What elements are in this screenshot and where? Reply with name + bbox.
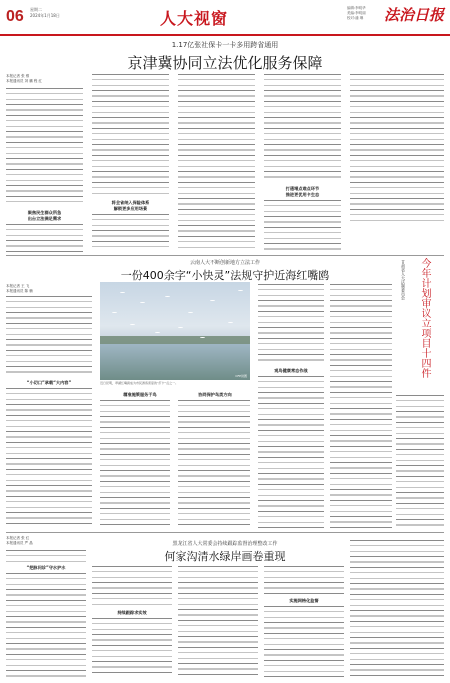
story1-headline: 京津冀协同立法优化服务保障 (127, 54, 323, 72)
sidebar-text (396, 395, 444, 528)
newspaper-logo: 法治日报 (384, 6, 445, 24)
editor-line: 美编:李明丽 (347, 11, 366, 15)
gull-icon (228, 322, 233, 324)
byline-line: 本报通讯员 刘 鹏 程 红 (6, 79, 42, 83)
story3-column-4b (264, 606, 344, 677)
story1-column-4 (264, 74, 341, 182)
story3-column-4 (264, 566, 344, 594)
story2-headline: 一份400余字“小快灵”法规守护近海红嘴鸥 (120, 269, 330, 282)
story1-byline (6, 74, 61, 84)
section-title: 人大视窗 (160, 9, 229, 28)
gull-icon (238, 290, 243, 292)
photo-credit: CFP供图 (235, 374, 247, 378)
story3-byline (6, 536, 66, 546)
story3-column-1b (6, 573, 86, 677)
story3-column-1 (6, 550, 86, 562)
gull-icon (140, 302, 145, 304)
story1-column-2b (92, 214, 169, 252)
editor-line: 编辑:李明华 (347, 6, 366, 10)
story2-column-4 (258, 284, 324, 364)
story1-column-5 (350, 74, 444, 224)
story2-kicker: 云南人大不断创新地方立法工作 (189, 260, 260, 266)
byline-line: 本报通讯员 陈 楠 (6, 289, 33, 293)
story1-subhead: 聚焦民生群众所急 (27, 210, 62, 215)
story1-subhead: 解锁更多应用场景 (113, 206, 148, 211)
gull-icon (188, 312, 193, 314)
story1-column-2 (92, 74, 169, 196)
issue-date (30, 7, 70, 19)
story1-column-4b (264, 200, 341, 252)
date-line: 星期二 (30, 7, 42, 12)
story3-headline: 何家沟清水绿岸画卷重现 (164, 550, 286, 563)
story1-subhead: 将全省纳入保险体系 (111, 200, 150, 205)
photo-water (100, 344, 250, 380)
gull-icon (165, 296, 170, 298)
story2-column-5 (330, 284, 392, 528)
sidebar-kicker: 甘肃省人大法制委员会 (401, 260, 406, 300)
story2-column-1 (6, 296, 92, 376)
story3-kicker: 黑龙江省人大常委会持续跟踪监督治理整改工作 (172, 541, 278, 547)
story2-column-2 (100, 400, 170, 528)
gull-icon (178, 327, 183, 329)
gull-icon (155, 332, 160, 334)
story3-column-2 (92, 566, 172, 606)
story1-column-1 (6, 88, 83, 206)
section-divider (6, 532, 444, 533)
section-divider (6, 255, 444, 256)
gull-icon (112, 312, 117, 314)
story2-subhead: 精准施策服务于鸟 (123, 392, 157, 397)
story1-kicker: 1.17亿张社保卡一卡多用跨省通用 (171, 41, 279, 49)
story3-column-2b (92, 618, 172, 677)
story1-subhead: 打通堵点难点环节 (285, 186, 320, 191)
story2-column-1b (6, 388, 92, 528)
editor-line: 校对:潘 琳 (347, 16, 364, 20)
story1-column-3 (178, 74, 255, 252)
gull-icon (210, 300, 215, 302)
story3-subhead: “把脉问诊”守水护水 (26, 565, 66, 570)
editor-credits (347, 6, 383, 21)
story1-subhead: 出台立法满足需求 (27, 216, 62, 221)
page-number: 06 (6, 8, 24, 25)
byline-line: 本报记者 张 维 (6, 74, 30, 78)
story1-column-1b (6, 224, 83, 252)
story2-subhead: 观鸟健康常态作战 (274, 368, 308, 373)
story3-column-3 (178, 566, 258, 677)
byline-line: 本报记者 张 红 (6, 536, 30, 540)
story3-column-5 (350, 540, 444, 677)
story2-subhead: “小切口”承载“大内容” (26, 380, 72, 385)
sidebar-title: 今年计划审议立项目十四件 (419, 258, 430, 378)
date-line: 2024年1月18日 (30, 13, 60, 18)
story2-byline (6, 284, 66, 294)
gull-photo (100, 282, 250, 380)
byline-line: 本报记者 王 飞 (6, 284, 30, 288)
story2-subhead: 协同保护鸟类方向 (198, 392, 232, 397)
photo-caption: 近日昆明，翠湖红嘴鸥成为市民游客喜爱的“打卡”点之一。 (100, 381, 179, 385)
story2-column-3 (178, 400, 250, 528)
gull-icon (200, 337, 205, 339)
story2-column-4b (258, 376, 324, 528)
gull-icon (120, 292, 125, 294)
story3-subhead: 实施网格化监督 (289, 598, 319, 603)
byline-line: 本报通讯员 严 晶 (6, 541, 33, 545)
header-rule (0, 34, 450, 36)
story1-subhead: 推进更优用卡生态 (285, 192, 320, 197)
gull-icon (130, 324, 135, 326)
story3-subhead: 持续跟踪求实效 (117, 610, 147, 615)
